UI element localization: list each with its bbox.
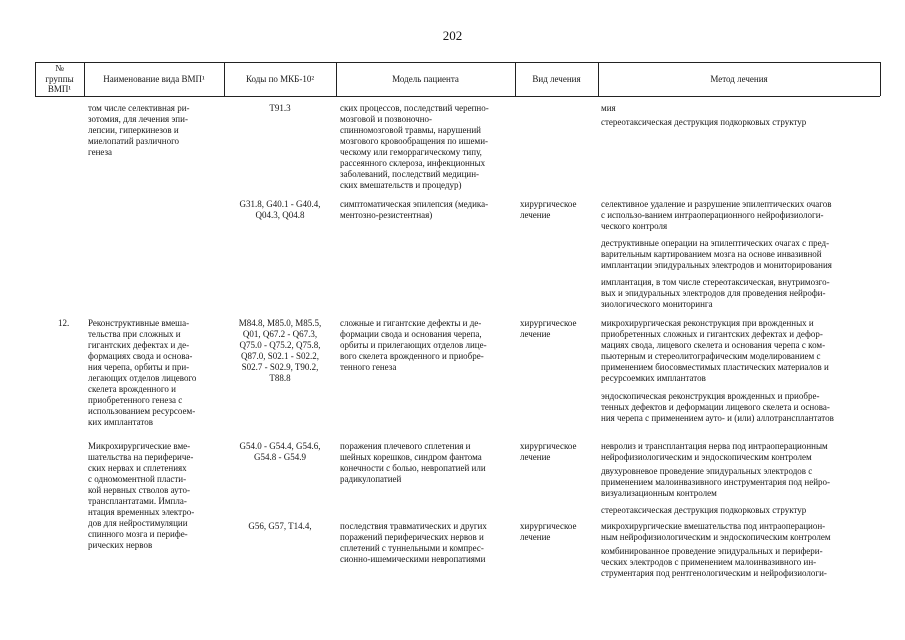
icd-codes-cell: G56, G57, T14.4, — [248, 521, 312, 531]
method-cell: имплантация, в том числе стереотаксическая, внутримозго- вых и эпидуральных электродов для проведения нейрофи- зиологического мониторинга — [601, 277, 830, 309]
icd-codes-cell: M84.8, M85.0, M85.5, Q01, Q67.2 - Q67.3, Q75.0 - Q75.2, Q75.8, Q87.0, S02.1 - S02.2, S02.7 - S02.9, T90.2, T88.8 — [238, 318, 322, 383]
vmp-name-cell: Микрохирургические вме- шательства на перифериче- ских нервах и сплетениях с одномоментной пласти- кой нервных стволов ауто- трансплантатами. Импла- нтация временных электро- дов для нейростимуляции спинного мозга и перифе- рических нервов — [88, 441, 195, 550]
treatment-type-cell: хирургическое лечение — [520, 318, 577, 339]
group-number-cell: 12. — [58, 318, 70, 328]
icd-codes-cell: G54.0 - G54.4, G54.6, G54.8 - G54.9 — [239, 441, 321, 462]
patient-model-cell: сложные и гигантские дефекты и де- формации свода и основания черепа, орбиты и прилегающих отделов лице- вого скелета врожденного и приобре- тенного генеза — [340, 318, 487, 372]
icd-codes-cell: T91.3 — [269, 103, 291, 113]
header-treatment-type: Вид лечения — [532, 73, 581, 84]
treatment-type-cell: хирургическое лечение — [520, 199, 577, 220]
method-cell: селективное удаление и разрушение эпилептических очагов с использо-ванием интраоперационного нейрофизиологи- ческого контроля — [601, 199, 832, 231]
patient-model-cell: симптоматическая эпилепсия (медика- ментозно-резистентная) — [340, 199, 489, 220]
method-cell: эндоскопическая реконструкция врожденных и приобре- тенных дефектов и деформации лицевого скелета и основа- ния черепа с применением ауто- и (или) аллотрансплантатов — [601, 391, 834, 423]
treatment-type-cell: хирургическое лечение — [520, 441, 577, 462]
header-group-number: № группы ВМП¹ — [45, 63, 74, 95]
method-cell: стереотаксическая деструкция подкорковых структур — [601, 117, 807, 127]
method-cell: мия — [601, 103, 616, 113]
header-divider — [880, 62, 881, 96]
header-icd-codes: Коды по МКБ-10² — [245, 73, 315, 84]
method-cell: комбинированное проведение эпидуральных и перифери- ческих электродов с применением малоинвазивного ин- струментария под рентгенологическим и нейрофизиологи- — [601, 546, 827, 578]
vmp-name-cell: том числе селективная ри- зотомия, для лечения эпи- лепсии, гиперкинезов и миелопатий различного генеза — [88, 103, 190, 157]
patient-model-cell: ских процессов, последствий черепно- мозговой и позвоночно- спинномозговой травмы, нарушений мозгового кровообращения по ишеми- ческому или геморрагическому типу, рассеянного склероза, инфекционных заболеваний, последствий медицин- ских вмешательств и процедур) — [340, 103, 489, 190]
method-cell: невролиз и трансплантация нерва под интраоперационным нейрофизиологическим и эндоскопическим контролем — [601, 441, 828, 462]
vmp-name-cell: Реконструктивные вмеша- тельства при сложных и гигантских дефектах и де- формациях свода и основа- ния черепа, орбиты и при- легающих отделов лицевого скелета врожденного и приобретенного генеза с использованием ресурсоем- ких имплантатов — [88, 318, 197, 427]
icd-codes-cell: G31.8, G40.1 - G40.4, Q04.3, Q04.8 — [239, 199, 321, 220]
header-vmp-name: Наименование вида ВМП¹ — [103, 73, 205, 84]
method-cell: деструктивные операции на эпилептических очагах с пред- варительным картированием мозга на основе инвазивной имплантации эпидуральных электродов и мониторирования — [601, 238, 832, 270]
header-treatment-method: Метод лечения — [710, 73, 768, 84]
method-cell: двухуровневое проведение эпидуральных электродов с применением малоинвазивного инструментария под нейро- визуализационным контролем — [601, 466, 831, 498]
header-patient-model: Модель пациента — [392, 73, 459, 84]
patient-model-cell: последствия травматических и других поражений периферических нервов и сплетений с туннельными и компрес- сионно-ишемическими невропатиями — [340, 521, 487, 564]
treatment-type-cell: хирургическое лечение — [520, 521, 577, 542]
patient-model-cell: поражения плечевого сплетения и шейных корешков, синдром фантома конечности с болью, невропатией или радикулопатией — [340, 441, 486, 484]
page-number: 202 — [442, 28, 463, 43]
method-cell: микрохирургические вмешательства под интраоперацион- ным нейрофизиологическим и эндоскопическим контролем — [601, 521, 831, 542]
method-cell: микрохирургическая реконструкция при врожденных и приобретенных сложных и гигантских дефектах и дефор- мациях свода, лицевого скелета и основания черепа с ком- пьютерным и стереолитографическим моделированием с применением биосовместимых пластических материалов и ресурсоемких имплантатов — [601, 318, 829, 383]
method-cell: стереотаксическая деструкция подкорковых структур — [601, 505, 807, 515]
header-bottom-rule — [35, 96, 880, 97]
